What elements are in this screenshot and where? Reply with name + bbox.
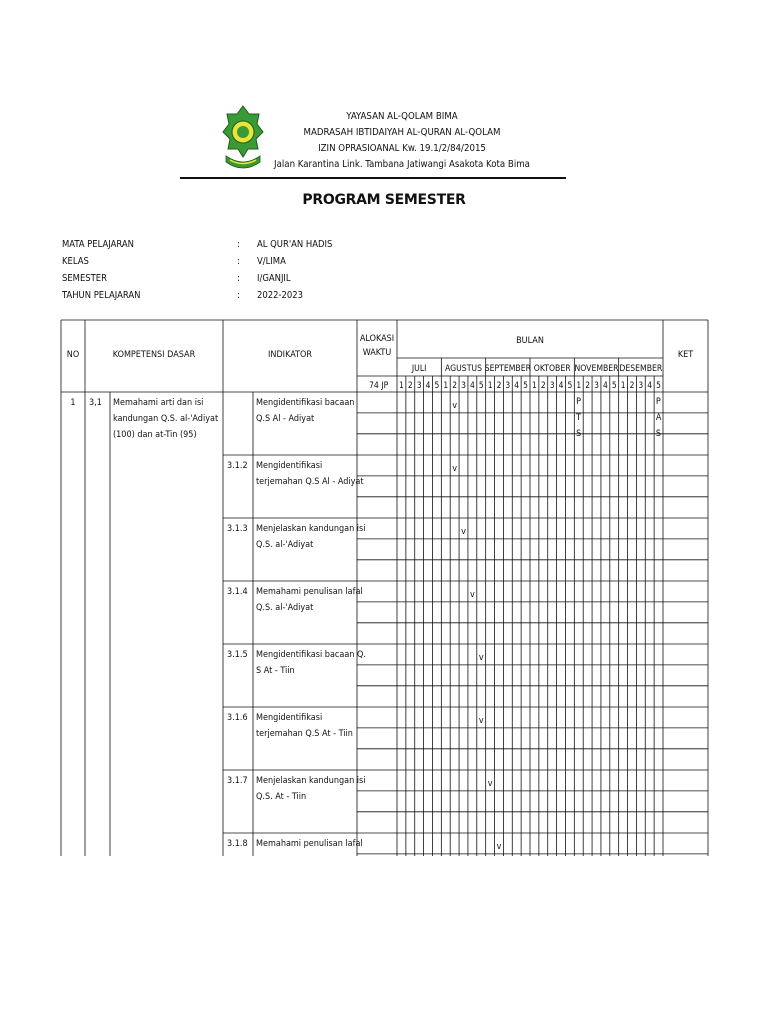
pas-letter: S [655, 429, 662, 439]
header-indikator: INDIKATOR [268, 350, 312, 360]
indicator-text: Q.S. al-'Adiyat [256, 603, 314, 613]
meta-label: TAHUN PELAJARAN [62, 290, 141, 301]
week-number: 4 [647, 380, 653, 390]
week-number: 3 [594, 380, 599, 390]
indicator-text: Mengidentifikasi [256, 713, 323, 723]
week-check-mark: v [461, 527, 466, 537]
month-label: DESEMBER [619, 364, 663, 374]
week-number: 4 [602, 380, 608, 390]
kd-text: Memahami arti dan isi [113, 398, 204, 408]
header-kompetensi-dasar: KOMPETENSI DASAR [112, 350, 196, 360]
week-number: 1 [487, 380, 493, 390]
week-number: 2 [540, 380, 546, 390]
indicator-text: Mengidentifikasi bacaan [256, 398, 355, 408]
indicator-text: Memahami penulisan lafal [256, 587, 363, 597]
meta-value: I/GANJIL [257, 273, 291, 284]
indicator-text: Memahami penulisan lafal [256, 839, 363, 849]
meta-colon: : [237, 256, 240, 267]
indicator-code: 3.1.6 [227, 713, 248, 723]
week-number: 4 [469, 380, 475, 390]
foundation-name: YAYASAN AL-QOLAM BIMA [346, 111, 458, 122]
week-check-mark: v [452, 401, 458, 411]
week-number: 5 [523, 380, 528, 390]
week-check-mark: v [452, 464, 458, 474]
week-number: 3 [461, 380, 466, 390]
meta-value: V/LIMA [257, 256, 286, 267]
week-number: 4 [514, 380, 520, 390]
indicator-text: Mengidentifikasi [256, 461, 323, 471]
week-check-mark: v [469, 590, 475, 600]
month-label: NOVEMBER [574, 364, 619, 374]
week-number: 5 [434, 380, 440, 390]
header-ket: KET [677, 350, 694, 360]
kd-text: kandungan Q.S. al-'Adiyat [113, 414, 219, 424]
meta-label: MATA PELAJARAN [62, 239, 134, 250]
month-label: OKTOBER [533, 364, 571, 374]
week-number: 2 [496, 380, 502, 390]
week-number: 2 [629, 380, 635, 390]
week-number: 5 [478, 380, 484, 390]
pas-letter: P [655, 397, 661, 407]
header-waktu: WAKTU [362, 348, 392, 358]
meta-colon: : [237, 239, 240, 250]
meta-colon: : [237, 273, 240, 284]
school-name: MADRASAH IBTIDAIYAH AL-QURAN AL-QOLAM [303, 127, 501, 138]
indicator-text: terjemahan Q.S Al - Adiyat [256, 477, 364, 487]
week-number: 1 [399, 380, 404, 390]
indicator-text: terjemahan Q.S At - Tiin [256, 729, 353, 739]
pts-letter: P [576, 397, 581, 407]
week-number: 1 [576, 380, 582, 390]
indicator-text: Menjelaskan kandungan isi [256, 524, 366, 534]
week-number: 1 [620, 380, 626, 390]
indicator-code: 3.1.8 [227, 839, 248, 849]
week-check-mark: v [487, 779, 493, 789]
week-check-mark: v [478, 716, 484, 726]
week-number: 5 [567, 380, 573, 390]
header-alokasi: ALOKASI [359, 334, 395, 344]
total-jp: 74 JP [369, 381, 389, 391]
indicator-text: S At - Tiin [256, 666, 295, 676]
week-number: 5 [611, 380, 617, 390]
week-number: 3 [638, 380, 644, 390]
month-label: JULI [411, 364, 427, 374]
indicator-text: Q.S. al-'Adiyat [256, 540, 314, 550]
week-number: 4 [425, 380, 431, 390]
header-no: NO [66, 350, 80, 360]
row-number: 1 [70, 398, 76, 408]
week-number: 3 [549, 380, 555, 390]
week-number: 3 [505, 380, 511, 390]
week-number: 3 [416, 380, 422, 390]
indicator-code: 3.1.7 [227, 776, 248, 786]
permit-number: IZIN OPRASIOANAL Kw. 19.1/2/84/2015 [318, 143, 486, 154]
indicator-text: Q.S Al - Adiyat [256, 414, 315, 424]
pts-letter: T [576, 413, 582, 423]
indicator-code: 3.1.4 [227, 587, 248, 597]
week-check-mark: v [478, 653, 484, 663]
meta-colon: : [237, 290, 240, 301]
pts-letter: S [576, 429, 582, 439]
month-label: AGUSTUS [445, 364, 482, 374]
indicator-code: 3.1.5 [227, 650, 248, 660]
week-number: 1 [532, 380, 537, 390]
school-address: Jalan Karantina Link. Tambana Jatiwangi Asakota Kota Bima [274, 159, 530, 170]
week-number: 1 [443, 380, 449, 390]
meta-label: SEMESTER [62, 273, 107, 284]
week-number: 2 [452, 380, 458, 390]
meta-value: 2022-2023 [257, 290, 303, 301]
week-number: 4 [558, 380, 564, 390]
week-number: 2 [407, 380, 413, 390]
kd-code: 3,1 [89, 398, 102, 408]
indicator-text: Menjelaskan kandungan isi [256, 776, 366, 786]
month-label: SEPTEMBER [484, 364, 531, 374]
header-bulan: BULAN [516, 336, 544, 346]
page-title: PROGRAM SEMESTER [302, 192, 466, 208]
week-number: 5 [656, 380, 661, 390]
indicator-text: Q.S. At - Tiin [256, 792, 307, 802]
indicator-code: 3.1.2 [227, 461, 248, 471]
indicator-code: 3.1.3 [227, 524, 248, 534]
week-number: 2 [585, 380, 591, 390]
pas-letter: A [655, 413, 662, 423]
meta-value: AL QUR'AN HADIS [257, 239, 333, 250]
week-check-mark: v [496, 842, 502, 852]
meta-label: KELAS [62, 256, 89, 267]
indicator-text: Mengidentifikasi bacaan Q. [256, 650, 366, 660]
kd-text: (100) dan at-Tin (95) [113, 430, 197, 440]
